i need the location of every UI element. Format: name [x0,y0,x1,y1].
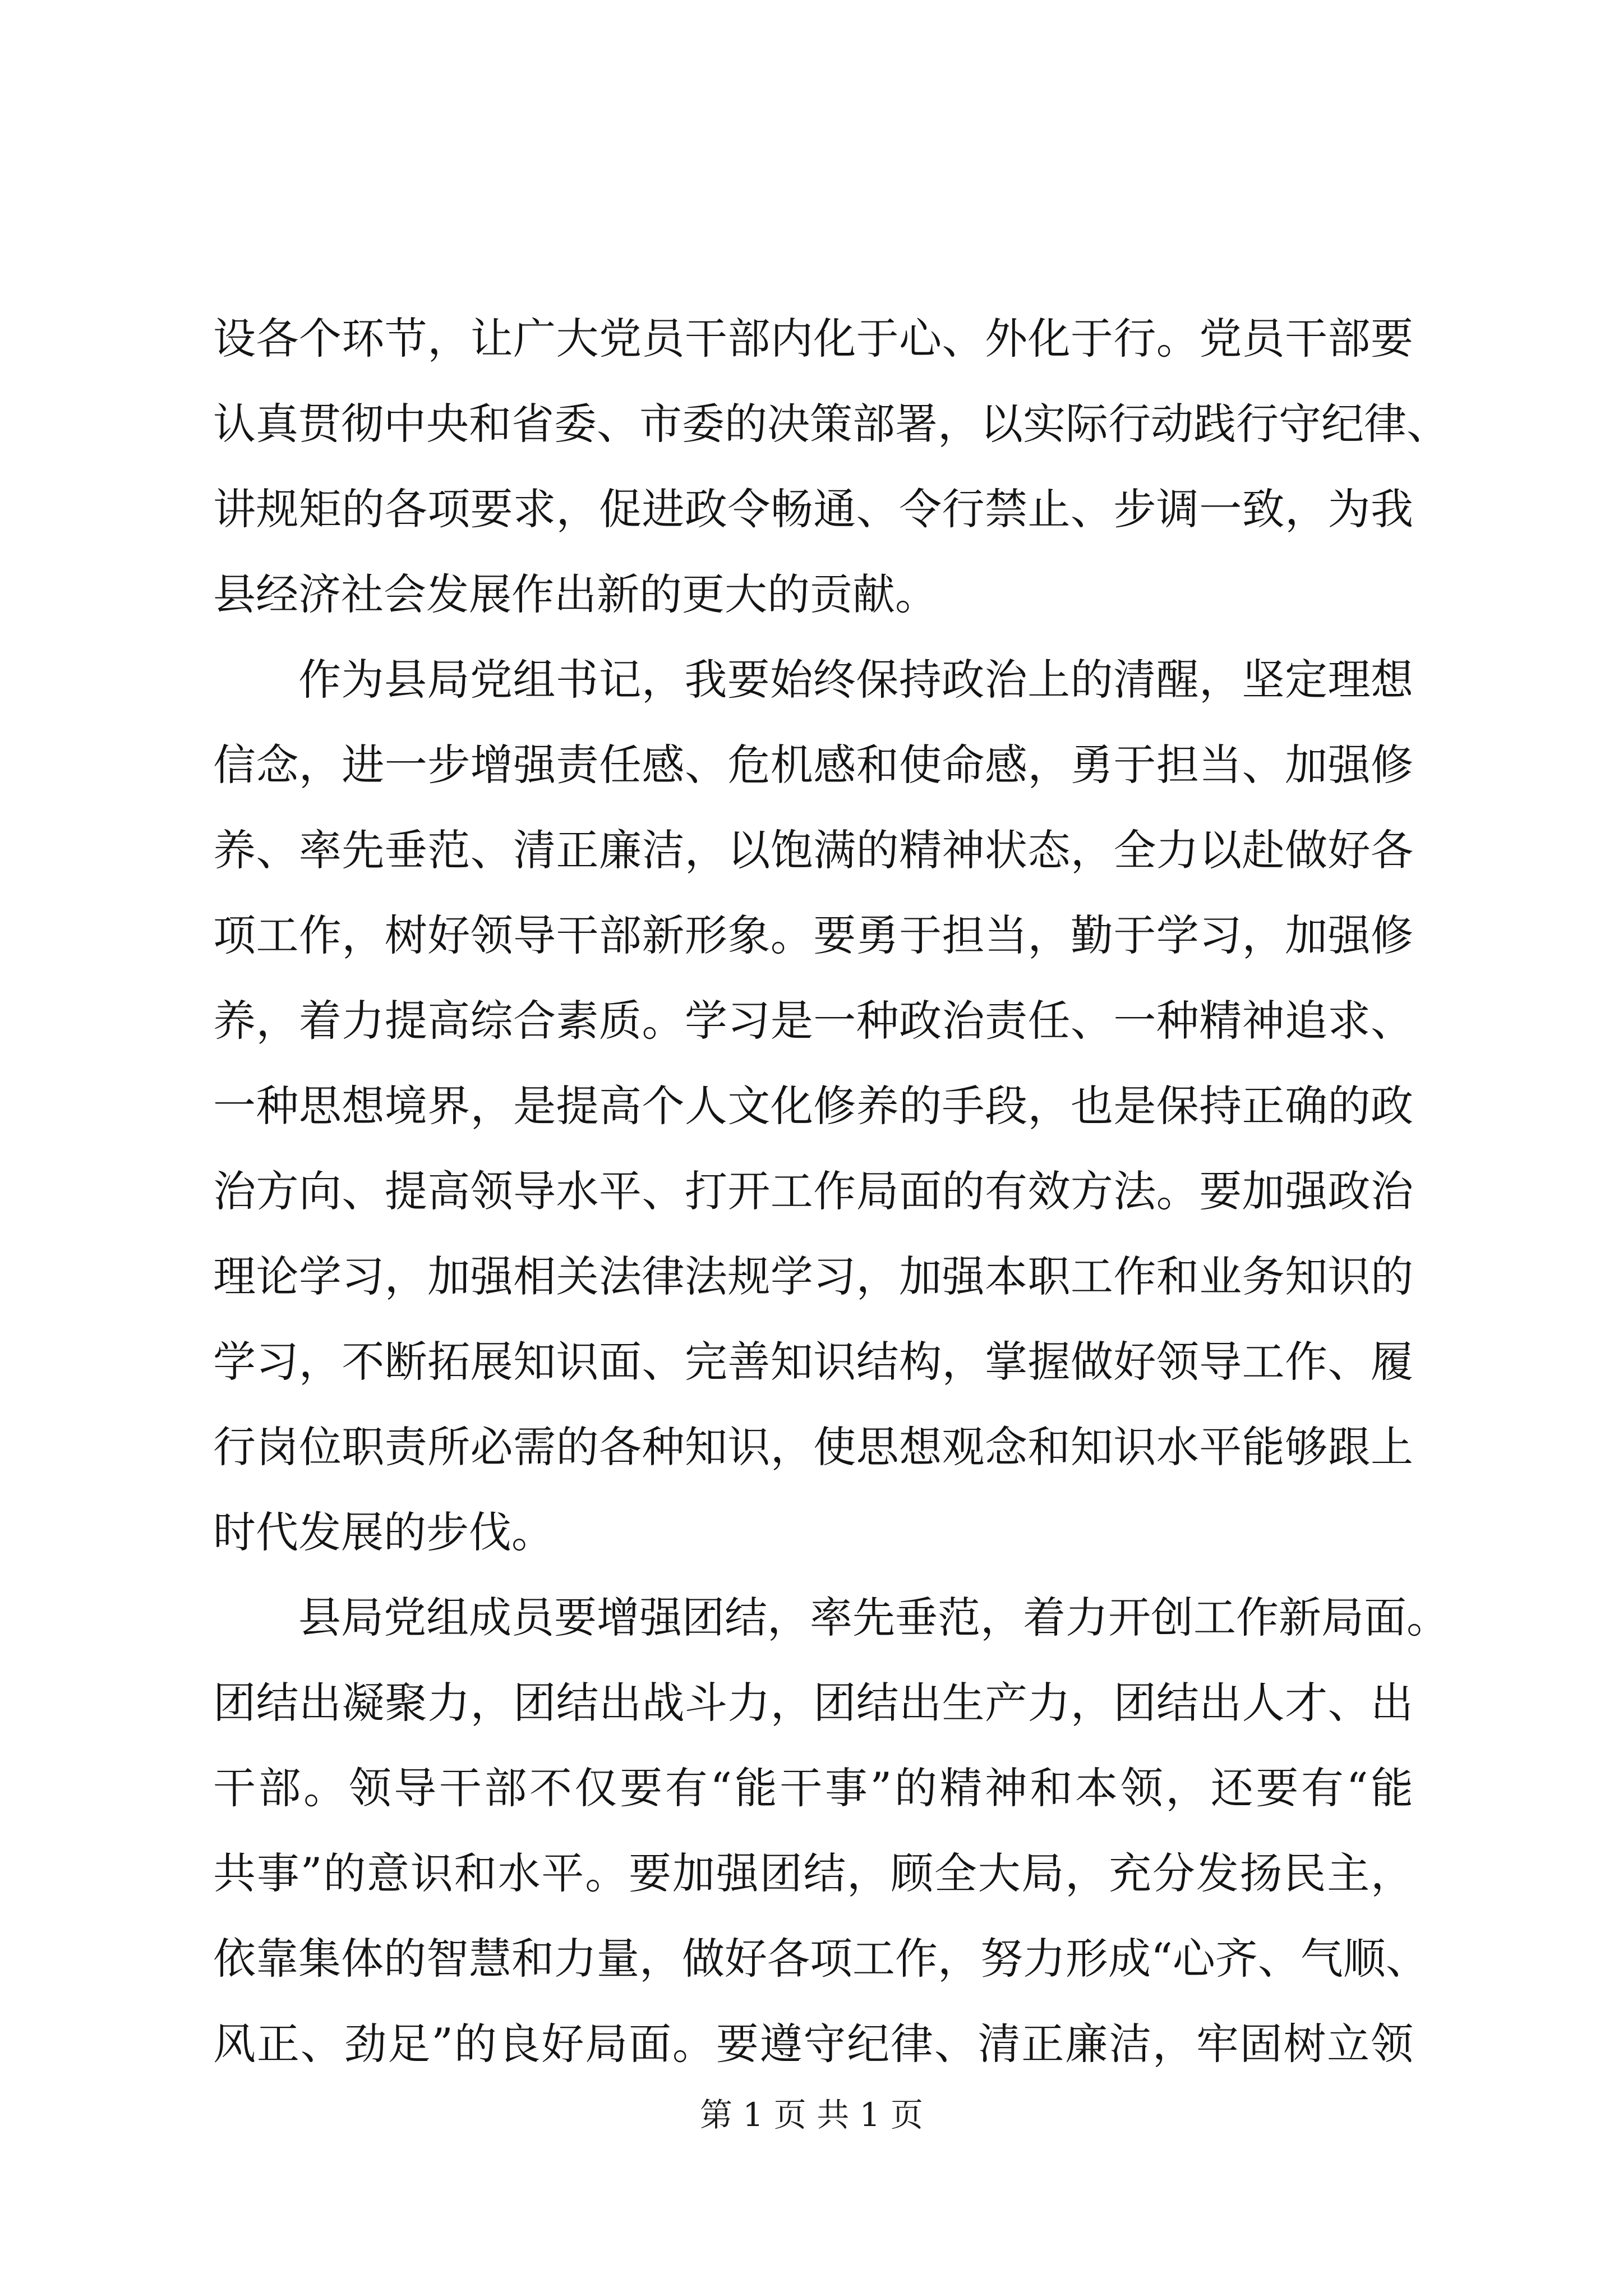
paragraph [213,296,1449,637]
text-line: 县经济社会发展作出新的更大的贡献。 [213,569,938,619]
paragraph [213,637,1413,1575]
text-line: 治方向、提高领导水平、打开工作局面的有效方法。要加强政治 [213,1166,1413,1216]
text-line: 县局党组成员要增强团结，率先垂范，着力开创工作新局面。 [298,1593,1449,1642]
text-line: 干部。领导干部不仅要有“能干事”的精神和本领，还要有“能 [213,1763,1413,1813]
text-line: 养、率先垂范、清正廉洁，以饱满的精神状态，全力以赴做好各 [213,825,1413,875]
document-body [213,296,1449,2087]
text-line: 理论学习，加强相关法律法规学习，加强本职工作和业务知识的 [213,1251,1413,1301]
text-line: 项工作，树好领导干部新形象。要勇于担当，勤于学习，加强修 [213,910,1413,960]
text-line: 学习，不断拓展知识面、完善知识结构，掌握做好领导工作、履 [213,1337,1413,1387]
text-line: 认真贯彻中央和省委、市委的决策部署，以实际行动践行守纪律、 [213,399,1449,449]
text-line: 作为县局党组书记，我要始终保持政治上的清醒，坚定理想 [298,655,1413,705]
text-line: 讲规矩的各项要求，促进政令畅通、令行禁止、步调一致，为我 [213,484,1413,534]
text-line: 风正、劲足”的良好局面。要遵守纪律、清正廉洁，牢固树立领 [213,2019,1413,2069]
text-line: 信念，进一步增强责任感、危机感和使命感，勇于担当、加强修 [213,740,1413,790]
paragraph [213,1575,1449,2087]
text-line: 依靠集体的智慧和力量，做好各项工作，努力形成“心齐、气顺、 [213,1934,1428,1984]
text-line: 共事”的意识和水平。要加强团结，顾全大局，充分发扬民主， [213,1848,1413,1898]
text-line: 设各个环节，让广大党员干部内化于心、外化于行。党员干部要 [213,314,1413,364]
text-line: 行岗位职责所必需的各种知识，使思想观念和知识水平能够跟上 [213,1422,1413,1472]
text-line: 一种思想境界，是提高个人文化修养的手段，也是保持正确的政 [213,1081,1413,1131]
text-line: 养，着力提高综合素质。学习是一种政治责任、一种精神追求、 [213,996,1413,1046]
text-line: 时代发展的步伐。 [213,1507,554,1557]
text-line: 团结出凝聚力，团结出战斗力，团结出生产力，团结出人才、出 [213,1678,1413,1728]
page-footer: 第 1 页 共 1 页 [700,2096,923,2134]
